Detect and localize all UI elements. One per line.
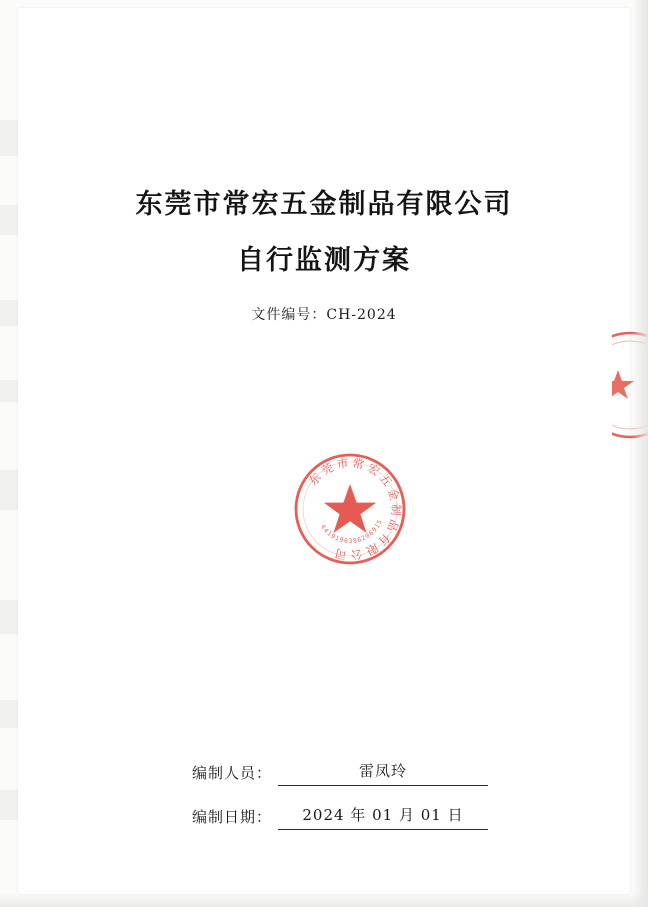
scan-edge-artifact [0,600,20,634]
scan-edge-artifact [0,120,20,156]
svg-text:东莞市常宏五金制品有限公司: 东莞市常宏五金制品有限公司 [305,455,404,563]
preparer-label: 编制人员： [191,764,272,782]
scan-edge-artifact [0,470,20,510]
page-title: 东莞市常宏五金制品有限公司 [135,189,513,220]
page-subtitle: 自行监测方案 [237,245,411,276]
signature-area [0,748,648,830]
prepare-date-label: 编制日期： [191,808,272,826]
svg-text:4419190386206915: 4419190386206915 [319,518,385,546]
preparer-value: 雷凤玲 [278,760,488,786]
document-number: 文件编号：CH-2024 [251,307,397,323]
company-seal-icon [293,452,407,566]
document-title-block [0,182,648,324]
preparer-row [0,748,648,786]
page-bottom-shadow [0,893,648,907]
scan-edge-artifact [0,700,20,728]
prepare-date-row [0,792,648,830]
page-right-shadow [632,0,648,907]
prepare-date-value: 2024 年 01 月 01 日 [278,804,488,830]
scan-edge-artifact [0,380,20,402]
